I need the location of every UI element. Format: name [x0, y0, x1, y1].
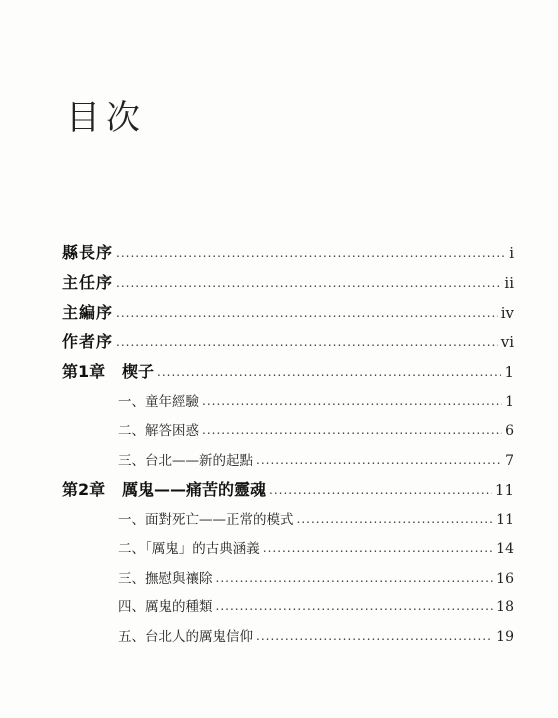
toc-entry-label: 縣長序: [62, 243, 114, 262]
toc-entry-chapter[interactable]: [62, 359, 514, 382]
section-label: 一、童年經驗: [118, 394, 199, 410]
toc-entry-chapter[interactable]: [62, 477, 514, 500]
chapter-title: 厲鬼——痛苦的靈魂: [122, 480, 267, 499]
leader-dots: [256, 628, 493, 642]
section-label: 一、面對死亡——正常的模式: [118, 512, 294, 528]
toc-entry-front[interactable]: [62, 300, 514, 323]
toc-entry-front[interactable]: [62, 270, 514, 293]
toc-entry-section[interactable]: [118, 625, 514, 645]
toc-page-number: 14: [496, 541, 514, 557]
leader-dots: [216, 570, 494, 584]
leader-dots: [269, 479, 492, 495]
leader-dots: [216, 598, 494, 612]
toc-page-number: 18: [496, 599, 514, 615]
leader-dots: [297, 511, 494, 525]
leader-dots: [202, 393, 502, 407]
section-label: 三、台北——新的起點: [118, 453, 253, 469]
leader-dots: [116, 331, 498, 347]
chapter-title: 楔子: [122, 362, 155, 381]
toc-page-number: 6: [505, 423, 514, 439]
section-label: 二、「厲鬼」的古典涵義: [118, 541, 260, 557]
page-title: 目次: [66, 98, 146, 138]
toc-page-number: vi: [500, 333, 514, 351]
toc-entry-section[interactable]: [118, 390, 514, 410]
toc-entry-section[interactable]: [118, 537, 514, 557]
toc-entry-section[interactable]: [118, 595, 514, 615]
toc-entry-front[interactable]: [62, 240, 514, 263]
toc-page-number: ii: [504, 274, 514, 292]
toc-page-number: 1: [504, 363, 514, 381]
section-label: 二、解答困惑: [118, 423, 199, 439]
leader-dots: [116, 272, 501, 288]
leader-dots: [116, 302, 498, 318]
toc-page-number: 11: [494, 481, 514, 499]
section-label: 四、厲鬼的種類: [118, 599, 213, 615]
toc-entry-section[interactable]: [118, 449, 514, 469]
chapter-number: 第1章: [62, 362, 106, 381]
section-label: 三、撫慰與禳除: [118, 571, 213, 587]
toc-page-number: i: [509, 244, 514, 262]
toc-page-number: 7: [505, 453, 514, 469]
chapter-number: 第2章: [62, 480, 106, 499]
toc-page-number: 11: [496, 512, 514, 528]
leader-dots: [157, 361, 501, 377]
toc-entry-label: 主任序: [62, 273, 114, 292]
toc-entry-label: 作者序: [62, 332, 114, 351]
toc-entry-front[interactable]: [62, 329, 514, 352]
toc-entry-section[interactable]: [118, 508, 514, 528]
toc-entry-label: 主編序: [62, 303, 114, 322]
section-label: 五、台北人的厲鬼信仰: [118, 629, 253, 645]
toc-page-number: 16: [496, 571, 514, 587]
leader-dots: [116, 242, 506, 258]
leader-dots: [202, 422, 502, 436]
toc-page-number: 19: [496, 629, 514, 645]
toc-page-number: iv: [500, 304, 514, 322]
toc-page-number: 1: [505, 394, 514, 410]
toc-entry-section[interactable]: [118, 567, 514, 587]
leader-dots: [263, 540, 493, 554]
leader-dots: [256, 452, 502, 466]
toc-entry-section[interactable]: [118, 419, 514, 439]
